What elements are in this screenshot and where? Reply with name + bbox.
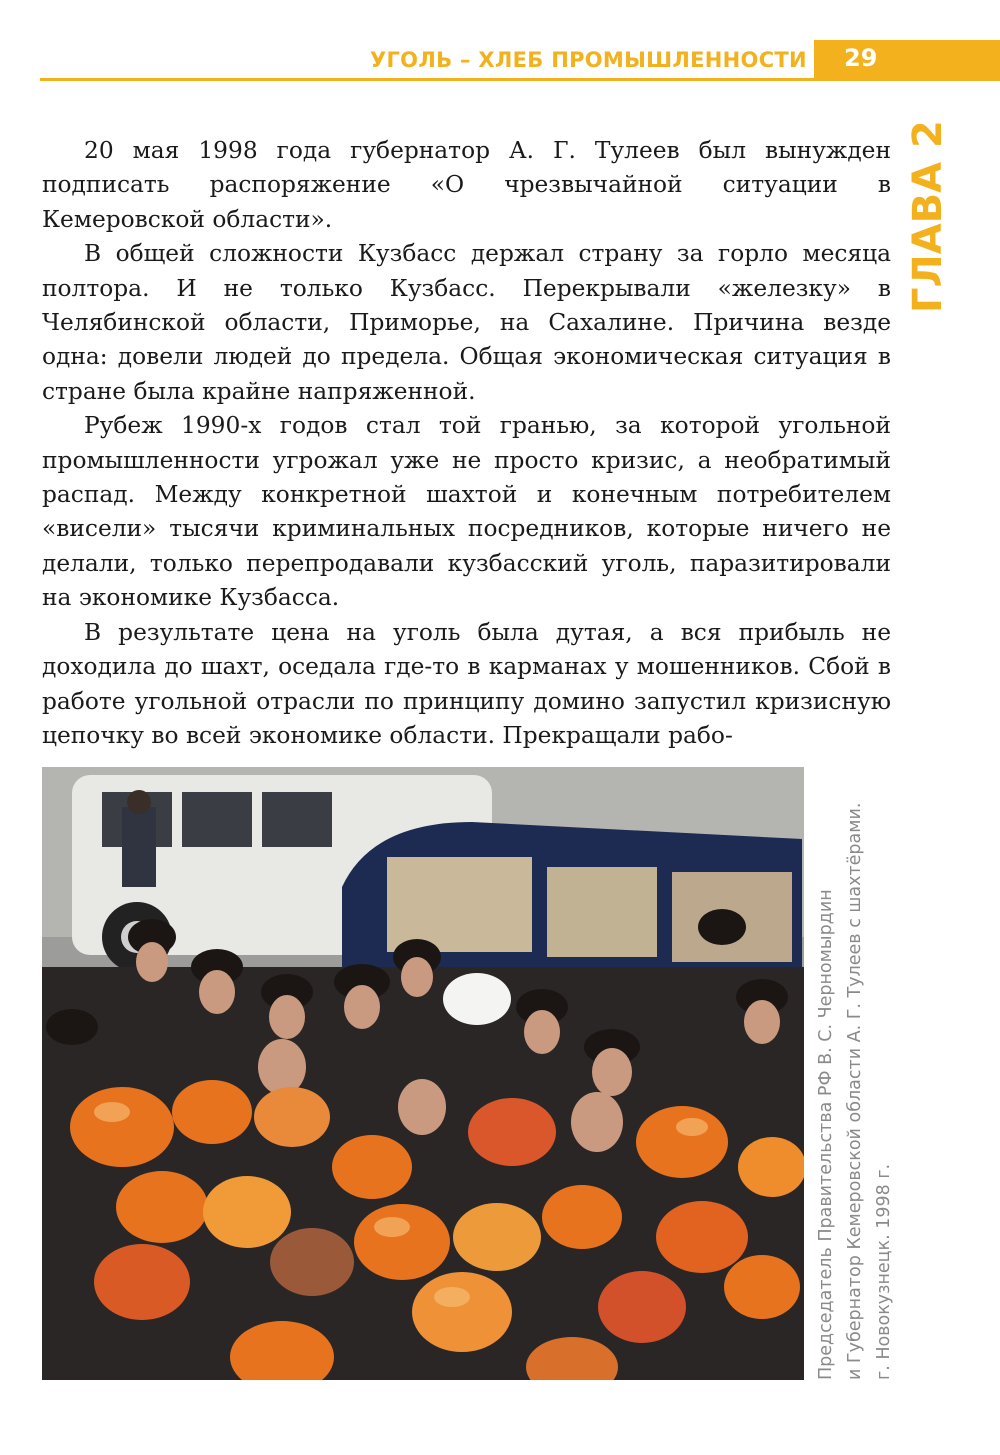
paragraph-1: 20 мая 1998 года губернатор А. Г. Тулеев был вынужден подписать распоряжение «О чрезвычайной ситуации в Кемеровской области». bbox=[42, 137, 891, 233]
running-header-title: УГОЛЬ – ХЛЕБ ПРОМЫШЛЕННОСТИ bbox=[370, 48, 807, 72]
paragraph-3: Рубеж 1990-х годов стал той гранью, за которой угольной промышленности угрожал уже не просто кризис, а необратимый распад. Между конкретной шахтой и конечным потребителем «висели» тысячи криминальных посредников, которые ничего не делали, только перепродавали кузбасский уголь, паразитировали на экономике Кузбасса. bbox=[42, 412, 891, 612]
photo-caption bbox=[812, 800, 922, 1380]
caption-line-3: г. Новокузнецк. 1998 г. bbox=[874, 1163, 894, 1380]
photo-miners-meeting bbox=[42, 767, 804, 1380]
page-number: 29 bbox=[844, 44, 878, 72]
body-text bbox=[42, 134, 891, 753]
paragraph-4: В результате цена на уголь была дутая, а вся прибыль не доходила до шахт, оседала где-то в карманах у мошенников. Сбой в работе угольной отрасли по принципу домино запустил кризисную цепочку во всей экономике области. Прекращали рабо- bbox=[42, 618, 891, 749]
caption-line-2: и Губернатор Кемеровской области А. Г. Тулеев с шахтёрами. bbox=[845, 802, 865, 1380]
photo-illustration bbox=[42, 767, 804, 1380]
caption-line-1: Председатель Правительства РФ В. С. Черномырдин bbox=[816, 889, 836, 1380]
page-number-box bbox=[814, 40, 1000, 81]
chapter-label: ГЛАВА 2 bbox=[905, 120, 951, 313]
paragraph-2: В общей сложности Кузбасс держал страну за горло месяца полтора. И не только Кузбасс. Перекрывали «железку» в Челябинской области, Приморье, на Сахалине. Причина везде одна: довели людей до предела. Общая экономическая ситуация в стране была крайне напряженной. bbox=[42, 240, 891, 405]
